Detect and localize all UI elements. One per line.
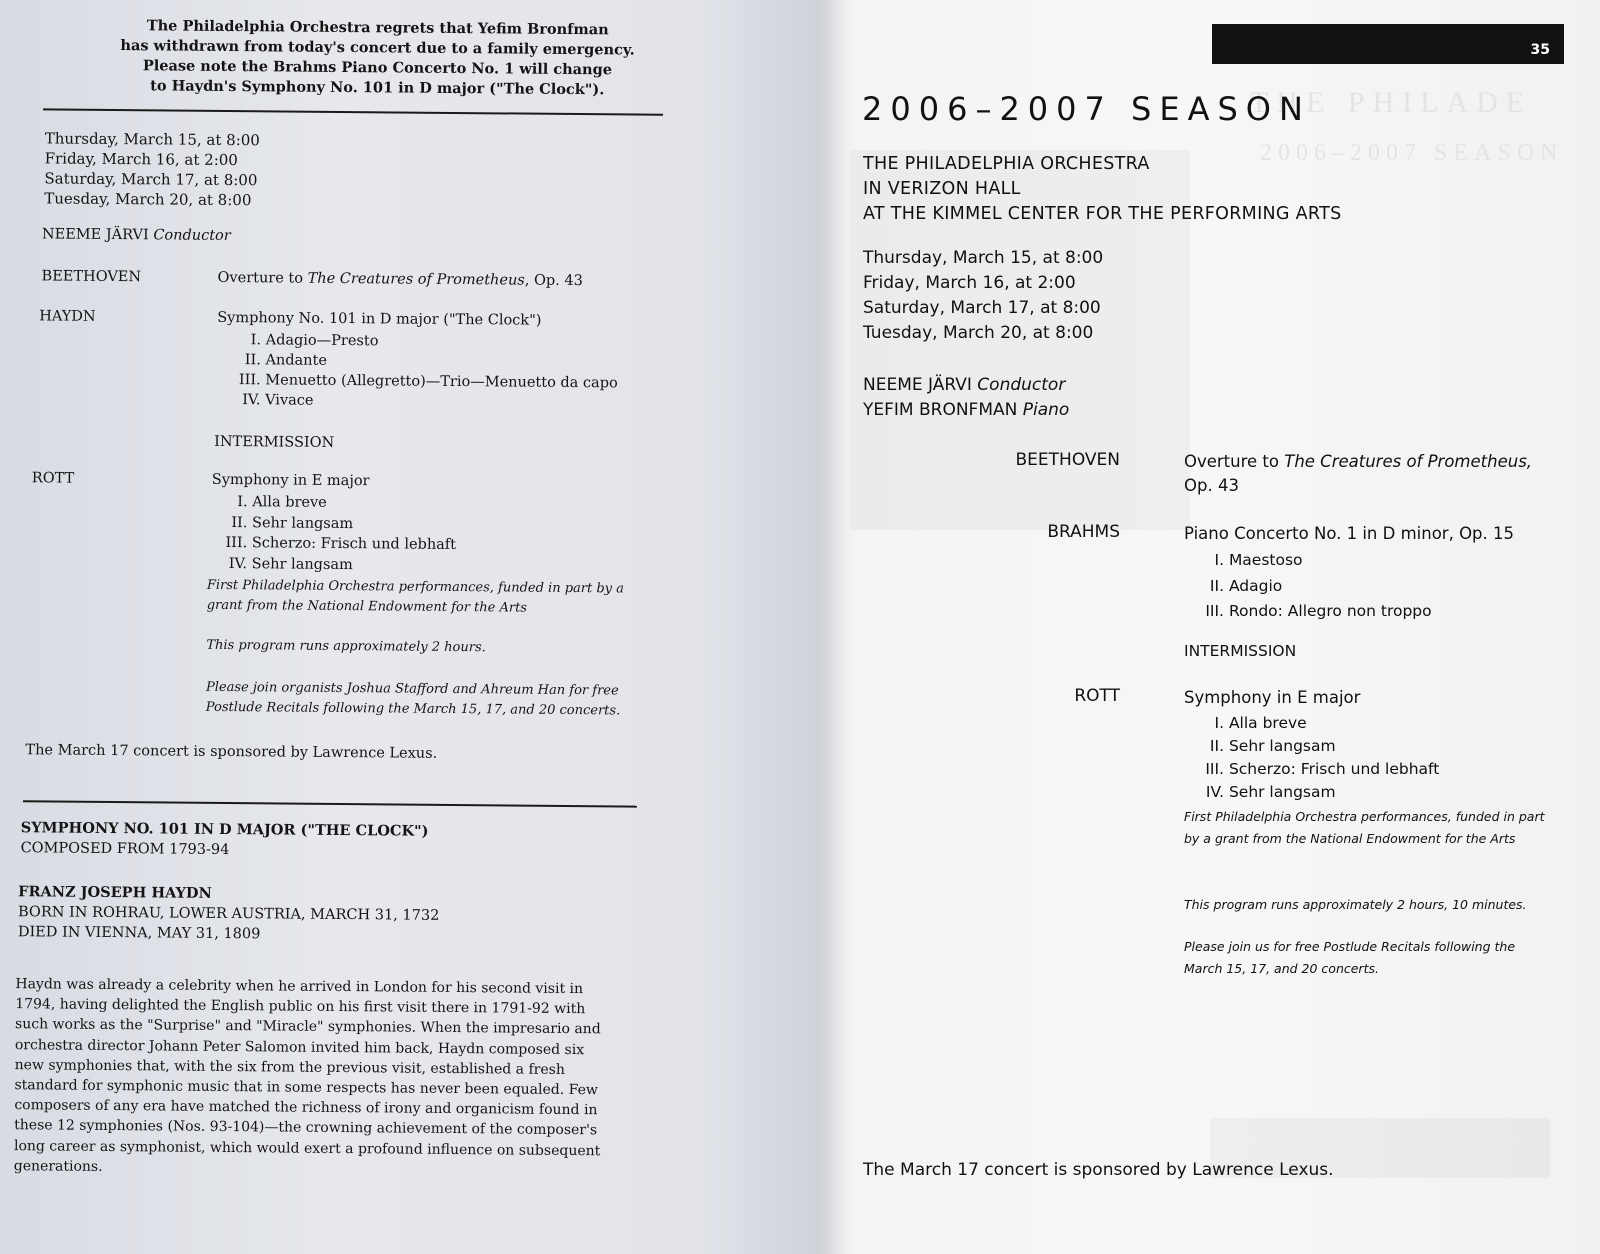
work-haydn: Symphony No. 101 in D major ("The Clock") (217, 309, 542, 329)
work-prefix: Overture to (217, 269, 304, 287)
movement-list-rott (1184, 712, 1439, 804)
date-item: Friday, March 16, at 2:00 (863, 273, 1076, 293)
date-item: Tuesday, March 20, at 8:00 (863, 323, 1094, 343)
work-beethoven (218, 270, 583, 289)
venue-line: AT THE KIMMEL CENTER FOR THE PERFORMING ARTS (863, 204, 1342, 224)
date-item: Friday, March 16, at 2:00 (44, 149, 238, 170)
date-item: Saturday, March 17, at 8:00 (863, 298, 1101, 318)
composer-beethoven: BEETHOVEN (1015, 450, 1120, 470)
funding-note: First Philadelphia Orchestra performances, funded in part by a grant from the National Endowment for the Arts (1184, 809, 1545, 846)
performer-list (863, 373, 1069, 423)
work-suffix: , Op. 43 (524, 272, 583, 290)
sponsor-note: The March 17 concert is sponsored by Lawrence Lexus. (25, 742, 438, 762)
page-number: 35 (1530, 42, 1550, 58)
work-rott: Symphony in E major (211, 471, 370, 490)
notes-composer-heading: FRANZ JOSEPH HAYDN BORN IN ROHRAU, LOWER AUSTRIA, MARCH 31, 1732 DIED IN VIENNA, MAY 31, 1809 (17, 883, 440, 943)
movement: I. Adagio—Presto (250, 332, 379, 350)
right-page (820, 0, 1600, 1254)
movement-list-haydn (216, 330, 618, 413)
show-through: 2006–2007 SEASON (1260, 140, 1564, 166)
notice-line: has withdrawn from today's concert due to a family emergency. (120, 37, 635, 59)
movement: IV. Vivace (242, 392, 314, 409)
composer-haydn: HAYDN (39, 308, 96, 325)
page-number-tab (1212, 24, 1564, 64)
movement: III. Scherzo: Frisch und lebhaft (225, 534, 457, 553)
work-brahms: Piano Concerto No. 1 in D minor, Op. 15 (1184, 524, 1515, 543)
date-item: Thursday, March 15, at 8:00 (44, 129, 260, 150)
date-item: Tuesday, March 20, at 8:00 (44, 189, 252, 210)
movement: I. Maestoso (1214, 551, 1303, 569)
composer-rott: ROTT (31, 470, 75, 487)
composer-beethoven: BEETHOVEN (41, 268, 142, 286)
movement: II. Sehr langsam (1209, 737, 1336, 755)
notice-line: to Haydn's Symphony No. 101 in D major ("The Clock"). (150, 77, 605, 99)
venue-line: IN VERIZON HALL (863, 179, 1021, 199)
date-list (863, 246, 1103, 346)
runtime-note: This program runs approximately 2 hours. (206, 637, 486, 656)
movement: IV. Sehr langsam (228, 555, 353, 573)
movement: III. Rondo: Allegro non troppo (1205, 602, 1432, 620)
season-title: 2006–2007 SEASON (862, 90, 1311, 128)
conductor-credit (42, 226, 231, 244)
date-item: Saturday, March 17, at 8:00 (44, 169, 258, 190)
notes-body: Haydn was already a celebrity when he arrived in London for his second visit in 1794, having delighted the English public on his first visit there in 1791-92 with such works as the "Surprise" and "Miracle" symphonies. When the impresario and orchestra director Johann Peter Salomon invited him back, Haydn composed six new symphonies that, with the six from the previous visit, established a fresh standard for symphonic music that in some respects has never been equaled. Few composers of any era have matched the richness of irony and organicism found in these 12 symphonies (Nos. 93-104)—the crowning achievement of the composer's long career as symphonist, which would exert a profound influence on subsequent generations. (13, 976, 601, 1175)
movement: II. Andante (244, 352, 328, 369)
performer: YEFIM BRONFMAN Piano (863, 400, 1070, 420)
postlude-note: Please join organists Joshua Stafford and Ahreum Han for free Postlude Recitals following the March 15, 17, and 20 concerts. (205, 679, 621, 719)
notes-work-heading: SYMPHONY NO. 101 IN D MAJOR ("THE CLOCK") COMPOSED FROM 1793-94 (20, 819, 429, 859)
funding-note: First Philadelphia Orchestra performances, funded in part by a grant from the National Endowment for the Arts (206, 577, 625, 616)
show-through: THE PHILADE (1250, 86, 1533, 119)
venue-line: THE PHILADELPHIA ORCHESTRA (863, 154, 1150, 174)
date-item: Thursday, March 15, at 8:00 (863, 248, 1104, 268)
notice-line: Please note the Brahms Piano Concerto No. 1 will change (142, 57, 613, 79)
movement: II. Adagio (1209, 576, 1283, 595)
work-rott: Symphony in E major (1184, 688, 1361, 707)
divider (23, 800, 637, 807)
date-list (44, 128, 260, 210)
divider (43, 108, 663, 115)
sponsor-note: The March 17 concert is sponsored by Lawrence Lexus. (863, 1160, 1334, 1180)
movement: I. Alla breve (1214, 714, 1307, 732)
conductor-name: NEEME JÄRVI (41, 226, 149, 244)
movement: III. Scherzo: Frisch und lebhaft (1205, 760, 1440, 778)
movement: IV. Sehr langsam (1205, 783, 1336, 801)
movement: III. Menuetto (Allegretto)—Trio—Menuetto da capo (238, 372, 618, 392)
movement-list-brahms (1184, 548, 1432, 625)
runtime-note: This program runs approximately 2 hours, 10 minutes. (1184, 897, 1527, 912)
notice-line: The Philadelphia Orchestra regrets that Yefim Bronfman (146, 17, 609, 39)
performer: NEEME JÄRVI Conductor (863, 375, 1066, 395)
composer-brahms: BRAHMS (1047, 522, 1120, 542)
work-title: The Creatures of Prometheus (307, 270, 525, 289)
movement: II. Sehr langsam (231, 514, 354, 532)
intermission-label: INTERMISSION (214, 433, 335, 451)
withdrawal-notice (97, 16, 658, 101)
venue-block (863, 152, 1342, 227)
intermission-label: INTERMISSION (1184, 642, 1297, 660)
postlude-note: Please join us for free Postlude Recitals following the March 15, 17, and 20 concerts. (1184, 939, 1516, 976)
conductor-role: Conductor (153, 227, 231, 245)
movement: I. Alla breve (237, 494, 327, 511)
composer-rott: ROTT (1074, 686, 1120, 706)
movement-list-rott (211, 492, 456, 576)
work-beethoven: Overture to The Creatures of Prometheus, Op. 43 (1184, 452, 1533, 495)
